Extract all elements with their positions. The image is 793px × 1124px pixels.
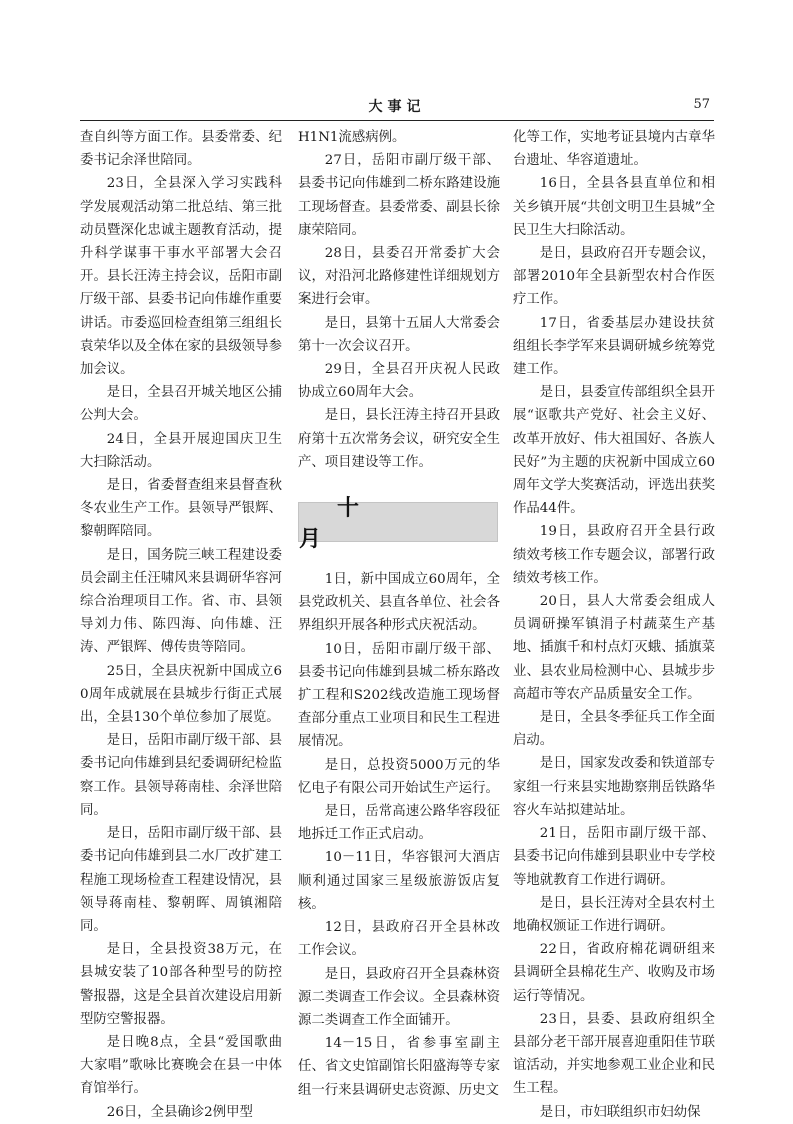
- page-number: 57: [693, 97, 710, 112]
- paragraph: H1N1流感病例。: [298, 130, 406, 145]
- paragraph: 是日，县政府召开全县森林资源二类调查工作会议。全县森林资源二类调查工作全面铺开。: [298, 966, 500, 1028]
- paragraph: 是日，岳阳市副厅级干部、县委书记向伟雄到县二水厂改扩建工程施工现场检查工程建设情况，县领导蒋南桂、黎朝晖、周镇湘陪同。: [80, 826, 282, 934]
- paragraph: 19日，县政府召开全县行政绩效考核工作专题会议，部署行政绩效考核工作。: [513, 524, 715, 586]
- paragraph: 21日，岳阳市副厅级干部、县委书记向伟雄到县职业中专学校等地就教育工作进行调研。: [513, 826, 715, 888]
- paragraph: 22日，省政府棉花调研组来县调研全县棉花生产、收购及市场运行等情况。: [513, 942, 715, 1004]
- paragraph: 29日，全县召开庆祝人民政协成立60周年大会。: [298, 362, 500, 401]
- month-heading: 十 月: [298, 502, 498, 542]
- paragraph: 是日，县政府召开专题会议，部署2010年全县新型农村合作医疗工作。: [513, 246, 715, 308]
- paragraph: 是日，市妇联组织市妇幼保: [539, 1104, 701, 1120]
- paragraph: 是日，岳常高速公路华容段征地拆迁工作正式启动。: [298, 804, 500, 843]
- paragraph: 27日，岳阳市副厅级干部、县委书记向伟雄到二桥东路建设施工现场督查。县委常委、副县长徐康荣陪同。: [298, 153, 500, 238]
- running-title: 大事记: [368, 99, 426, 115]
- paragraph: 是日，省委督查组来县督查秋冬农业生产工作。县领导严银辉、黎朝晖陪同。: [80, 478, 282, 540]
- paragraph: 12日，县政府召开全县林改工作会议。: [298, 920, 500, 959]
- paragraph: 是日，国务院三峡工程建设委员会副主任汪啸风来县调研华容河综合治理项目工作。省、市、县领导刘力伟、陈四海、向伟雄、汪涛、严银辉、傅传贵等陪同。: [80, 547, 282, 656]
- paragraph: 14－15日，省参事室副主任、省文史馆副馆长阳盛海等专家组一行来县调研史志资源、历史文: [298, 1036, 500, 1098]
- paragraph: 化等工作，实地考证县境内古章华台遗址、华容道遗址。: [513, 130, 715, 169]
- column-1: [80, 126, 282, 1124]
- paragraph: 25日，全县庆祝新中国成立60周年成就展在县城步行街正式展出，全县130个单位参加了展览。: [80, 663, 282, 726]
- paragraph: 是日，岳阳市副厅级干部、县委书记向伟雄到县纪委调研纪检监察工作。县领导蒋南桂、余泽世陪同。: [80, 733, 282, 818]
- paragraph: 是日晚8点，全县“爱国歌曲大家唱”歌咏比赛晚会在县一中体育馆举行。: [80, 1034, 282, 1097]
- paragraph: 1日，新中国成立60周年，全县党政机关、县直各单位、社会各界组织开展各种形式庆祝活动。: [298, 572, 500, 634]
- paragraph: 是日，县第十五届人大常委会第十一次会议召开。: [298, 315, 500, 354]
- paragraph: 是日，全县召开城关地区公捕公判大会。: [80, 385, 282, 424]
- paragraph: 23日，全县深入学习实践科学发展观活动第二批总结、第三批动员暨深化忠诚主题教育活动，提升科学谋事干事水平部署大会召开。县长汪涛主持会议，岳阳市副厅级干部、县委书记向伟雄作重要讲话。市委巡回检查组第三组组长袁荣华以及全体在家的县级领导参加会议。: [80, 176, 282, 378]
- paragraph: 23日，县委、县政府组织全县部分老干部开展喜迎重阳佳节联谊活动，并实地参观工业企业和民生工程。: [513, 1011, 715, 1097]
- paragraph: 26日，全县确诊2例甲型: [106, 1104, 253, 1120]
- paragraph: 17日，省委基层办建设扶贫组组长李学军来县调研城乡统筹党建工作。: [513, 315, 715, 378]
- paragraph: 是日，县长汪涛对全县农村土地确权颁证工作进行调研。: [513, 895, 715, 934]
- paragraph: 是日，县委宣传部组织全县开展“讴歌共产党好、社会主义好、改革开放好、伟大祖国好、各族人民好”为主题的庆祝新中国成立60周年文学大奖赛活动，评选出获奖作品44件。: [513, 385, 715, 517]
- paragraph: 10－11日，华容银河大酒店顺利通过国家三星级旅游饭店复核。: [298, 850, 500, 912]
- paragraph: 16日，全县各县直单位和相关乡镇开展“共创文明卫生县城”全民卫生大扫除活动。: [513, 176, 715, 238]
- paragraph: 是日，全县投资38万元，在县城安装了10部各种型号的防控警报器，这是全县首次建设启用新型防空警报器。: [80, 942, 282, 1027]
- paragraph: 是日，全县冬季征兵工作全面启动。: [513, 710, 715, 749]
- header-rule: [80, 120, 714, 121]
- paragraph: 10日，岳阳市副厅级干部、县委书记向伟雄到县城二桥东路改扩工程和S202线改造施工现场督查部分重点工业项目和民生工程进展情况。: [298, 641, 500, 750]
- column-2: [298, 126, 500, 1102]
- paragraph: 20日，县人大常委会组成人员调研操军镇涓子村蔬菜生产基地、插旗千和村点灯灭蛾、插旗菜业、县农业局检测中心、县城步步高超市等农产品质量安全工作。: [513, 594, 715, 702]
- paragraph: 28日，县委召开常委扩大会议，对沿河北路修建性详细规划方案进行会审。: [298, 246, 500, 308]
- page-header: [80, 96, 714, 116]
- paragraph: 24日，全县开展迎国庆卫生大扫除活动。: [80, 431, 282, 470]
- paragraph: 是日，国家发改委和铁道部专家组一行来县实地勘察荆岳铁路华容火车站拟建站址。: [513, 756, 715, 818]
- paragraph: 是日，县长汪涛主持召开县政府第十五次常务会议，研究安全生产、项目建设等工作。: [298, 408, 500, 470]
- paragraph: 查自纠等方面工作。县委常委、纪委书记余泽世陪同。: [80, 130, 282, 169]
- paragraph: 是日，总投资5000万元的华忆电子有限公司开始试生产运行。: [298, 757, 500, 796]
- column-3: [513, 126, 715, 1124]
